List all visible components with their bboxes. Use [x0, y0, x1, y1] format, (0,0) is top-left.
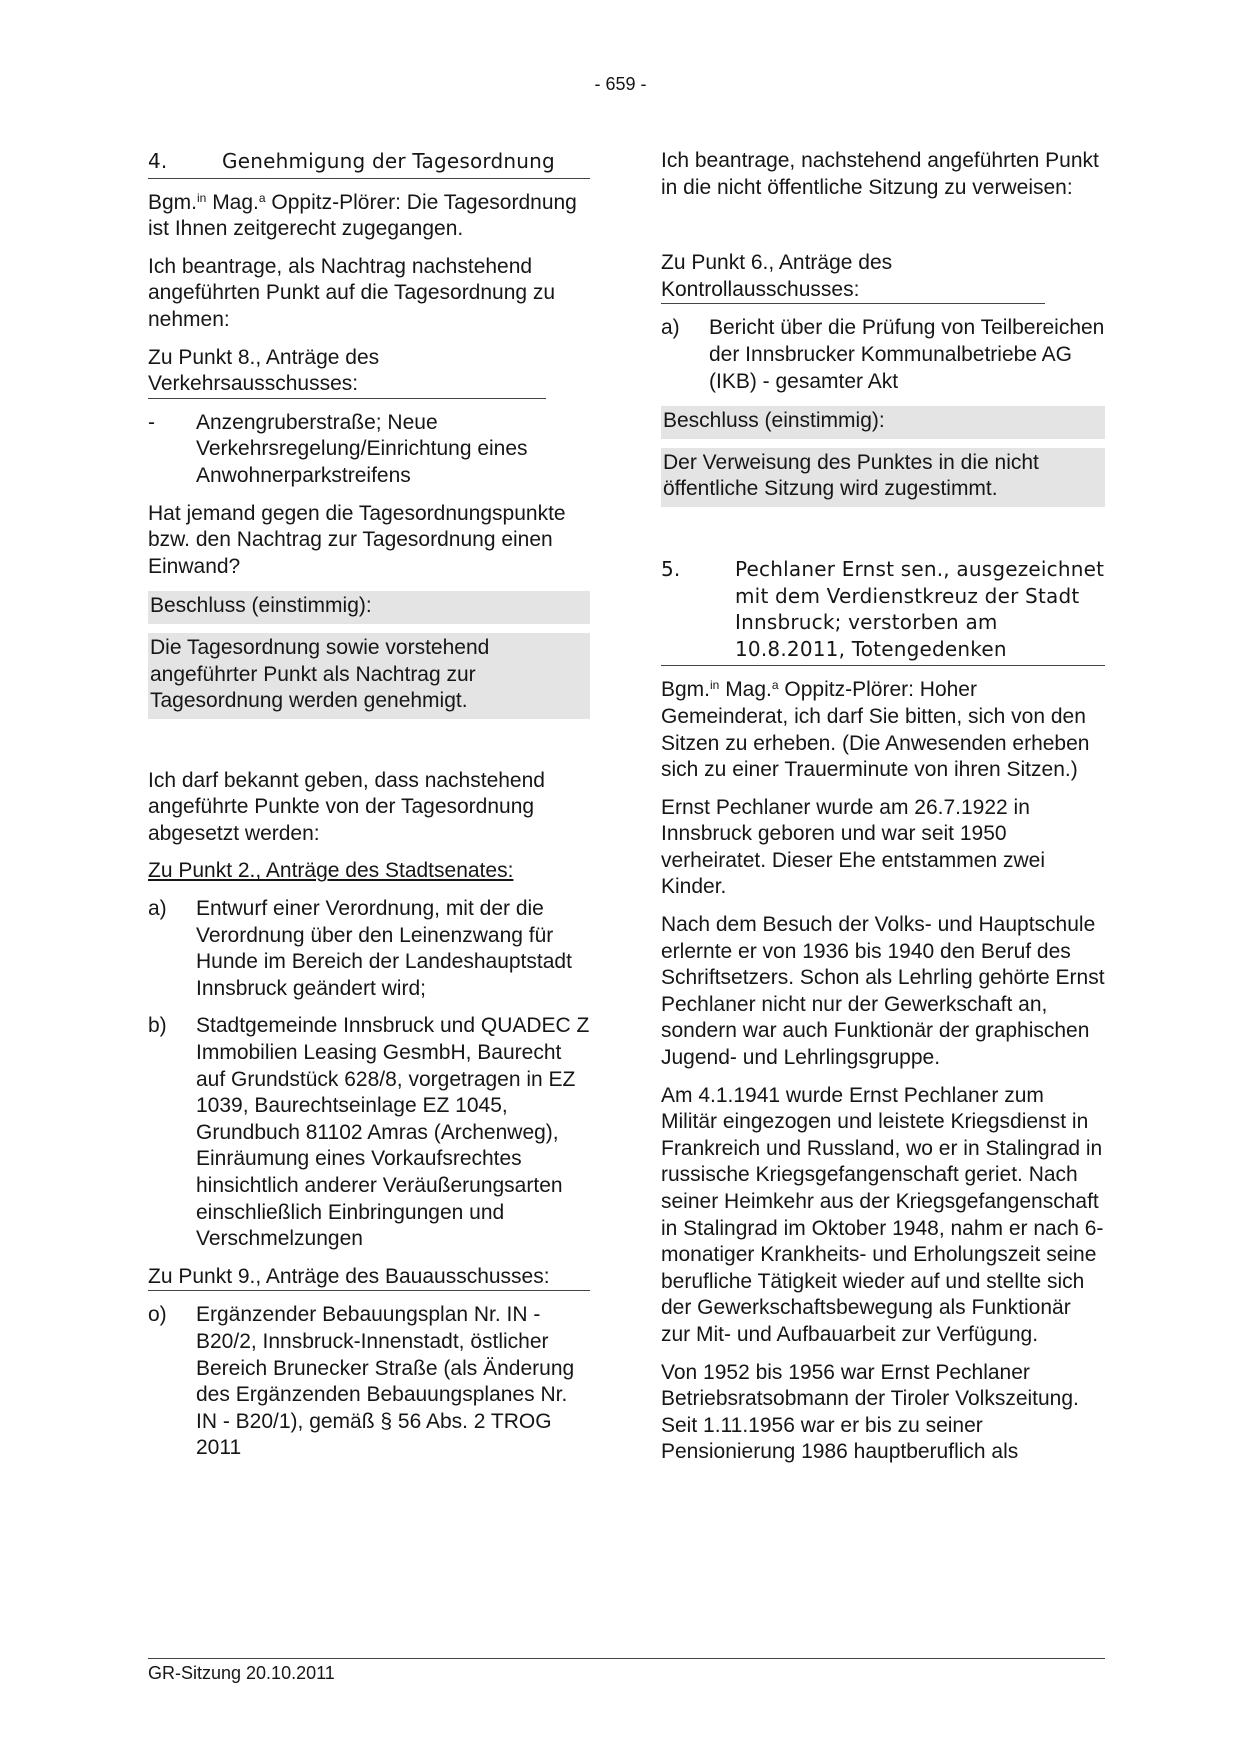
subheading-punkt-9: Zu Punkt 9., Anträge des Bauausschusses: [148, 1264, 590, 1292]
section-4-heading [148, 148, 590, 179]
paragraph-militaer: Am 4.1.1941 wurde Ernst Pechlaner zum Militär eingezogen und leistete Kriegsdienst in Frankreich und Russland, wo er in Stalingrad in russische Kriegsgefangenschaft geriet. Nach seiner Heimkehr aus der Kriegsgefangenschaft in Stalingrad im Oktober 1948, nahm er nach 6-monatiger Krankheits- und Erholungszeit seine berufliche Tätigkeit wieder auf und stellte sich der Gewerkschaftsbewegung als Funktionär zur Mit- und Aufbauarbeit zur Verfügung. [661, 1083, 1104, 1346]
list-text: Bericht über die Prüfung von Teilbereichen der Innsbrucker Kommunalbetriebe AG (IKB) - gesamter Akt [709, 316, 1105, 393]
list-marker: - [148, 410, 155, 434]
section-title: Pechlaner Ernst sen., ausgezeichnet mit dem Verdienstkreuz der Stadt Innsbruck; verstorben am 10.8.2011, Totengedenken [735, 556, 1105, 661]
right-column [661, 148, 1105, 1477]
list-text: Stadtgemeinde Innsbruck und QUADEC Z Immobilien Leasing GesmbH, Baurecht auf Grundstück 628/8, vorgetragen in EZ 1039, Baurechtseinlage EZ 1045, Grundbuch 81102 Amras (Archenweg), Einräumung eines Vorkaufsrechtes hinsichtlich anderer Veräußerungsarten einschließlich Einbringungen und Verschmelzungen [196, 1014, 590, 1251]
list-item [661, 315, 1105, 395]
list-marker: b) [148, 1014, 167, 1038]
footer-divider [148, 1658, 1105, 1659]
subheading-punkt-2: Zu Punkt 2., Anträge des Stadtsenates: [148, 859, 514, 883]
section-5-heading [661, 556, 1105, 666]
resolution-text: Der Verweisung des Punktes in die nicht öffentliche Sitzung wird zugestimmt. [661, 439, 1105, 507]
list-item [148, 896, 590, 1002]
resolution-box [661, 406, 1105, 507]
list-item [148, 1302, 590, 1462]
list-text: Anzengruberstraße; Neue Verkehrsregelung/Einrichtung eines Anwohnerparkstreifens [196, 410, 528, 487]
paragraph-verweisen: Ich beantrage, nachstehend angeführten Punkt in die nicht öffentliche Sitzung zu verweisen: [661, 149, 1099, 199]
section-title: Genehmigung der Tagesordnung [222, 149, 555, 173]
section-number: 5. [661, 556, 681, 581]
list-item [148, 1013, 590, 1252]
left-column [148, 148, 590, 1473]
list-text: Ergänzender Bebauungsplan Nr. IN - B20/2, Innsbruck-Innenstadt, östlicher Bereich Brunecker Straße (als Änderung des Ergänzenden Bebauungsplanes Nr. IN - B20/1), gemäß § 56 Abs. 2 TROG 2011 [196, 1303, 575, 1460]
paragraph-beantrage: Ich beantrage, als Nachtrag nachstehend angeführten Punkt auf die Tagesordnung zu nehmen: [148, 254, 556, 331]
resolution-label: Beschluss (einstimmig): [150, 594, 372, 618]
resolution-label: Beschluss (einstimmig): [663, 409, 885, 433]
mayor-intro: Bgm.$^{in}$ Mag.$^a$ Oppitz-Plörer: Hoher Gemeinderat, ich darf Sie bitten, sich von den Sitzen zu erheben. (Die Anwesenden erheben sich zu einer Trauerminute von ihren Sitzen.) [661, 678, 1090, 782]
subheading-punkt-8: Zu Punkt 8., Anträge des Verkehrsausschusses: [148, 345, 546, 399]
list-item [148, 410, 590, 490]
subheading-punkt-6: Zu Punkt 6., Anträge des Kontrollausschusses: [661, 250, 1045, 304]
resolution-box [148, 591, 590, 718]
section-number: 4. [148, 149, 168, 173]
paragraph-geboren: Ernst Pechlaner wurde am 26.7.1922 in Innsbruck geboren und war seit 1950 verheiratet. Dieser Ehe entstammen zwei Kinder. [661, 795, 1045, 899]
footer-text: GR-Sitzung 20.10.2011 [148, 1663, 335, 1683]
paragraph-schule: Nach dem Besuch der Volks- und Hauptschule erlernte er von 1936 bis 1940 den Beruf des Schriftsetzers. Schon als Lehrling gehörte Ernst Pechlaner nicht nur der Gewerkschaft an, sondern war auch Funktionär der graphischen Jugend- und Lehrlingsgruppe. [661, 913, 1105, 1070]
resolution-text: Die Tagesordnung sowie vorstehend angeführter Punkt als Nachtrag zur Tagesordnung werden genehmigt. [148, 624, 590, 719]
list-text: Entwurf einer Verordnung, mit der die Verordnung über den Leinenzwang für Hunde im Bereich der Landeshauptstadt Innsbruck geändert wird; [196, 897, 572, 1000]
paragraph-betriebsrat: Von 1952 bis 1956 war Ernst Pechlaner Betriebsratsobmann der Tiroler Volkszeitung. Seit 1.11.1956 war er bis zu seiner Pensionierung 1986 hauptberuflich als [661, 1360, 1079, 1464]
page-number: - 659 - [594, 74, 647, 94]
paragraph-abgesetzt: Ich darf bekannt geben, dass nachstehend angeführte Punkte von der Tagesordnung abgesetzt werden: [148, 768, 545, 845]
list-marker: a) [148, 897, 167, 921]
paragraph-einwand: Hat jemand gegen die Tagesordnungspunkte bzw. den Nachtrag zur Tagesordnung einen Einwand? [148, 501, 566, 578]
list-marker: a) [661, 316, 680, 340]
list-marker: o) [148, 1303, 167, 1327]
mayor-intro: Bgm.$^{in}$ Mag.$^a$ Oppitz-Plörer: Die Tagesordnung ist Ihnen zeitgerecht zugegangen. [148, 190, 577, 241]
